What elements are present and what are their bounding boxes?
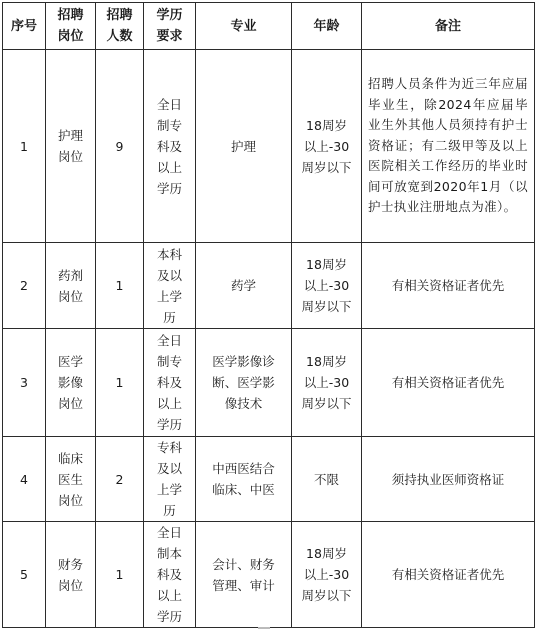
cell-no: 3 [3, 329, 46, 437]
cell-major: 护理 [196, 50, 292, 243]
header-note: 备注 [362, 3, 535, 50]
header-no: 序号 [3, 3, 46, 50]
cell-major: 药学 [196, 243, 292, 329]
cell-position: 医学 影像 岗位 [46, 329, 96, 437]
header-education: 学历 要求 [144, 3, 196, 50]
cell-position: 财务 岗位 [46, 522, 96, 628]
cell-position: 临床 医生 岗位 [46, 437, 96, 522]
cell-education: 全日 制专 科及 以上 学历 [144, 329, 196, 437]
cell-major: 中西医结合 临床、中医 [196, 437, 292, 522]
cell-count: 2 [96, 437, 144, 522]
cell-age: 不限 [292, 437, 362, 522]
cell-position: 药剂 岗位 [46, 243, 96, 329]
table-row [3, 243, 535, 329]
cell-count: 9 [96, 50, 144, 243]
cell-education: 全日 制专 科及 以上 学历 [144, 50, 196, 243]
header-age: 年龄 [292, 3, 362, 50]
cell-note: 有相关资格证者优先 [362, 329, 535, 437]
recruitment-table [2, 2, 535, 628]
cell-note: 招聘人员条件为近三年应届毕业生，除2024年应届毕业生外其他人员须持有护士资格证；有二级甲等及以上医院相关工作经历的毕业时间可放宽到2020年1月（以护士执业注册地点为准）。 [362, 50, 535, 243]
table-row [3, 437, 535, 522]
cell-no: 1 [3, 50, 46, 243]
header-count: 招聘 人数 [96, 3, 144, 50]
cell-age: 18周岁 以上-30 周岁以下 [292, 243, 362, 329]
cell-age: 18周岁 以上-30 周岁以下 [292, 522, 362, 628]
page-mark [258, 627, 270, 629]
table-row [3, 50, 535, 243]
cell-count: 1 [96, 243, 144, 329]
cell-major: 医学影像诊 断、医学影 像技术 [196, 329, 292, 437]
cell-no: 4 [3, 437, 46, 522]
cell-note: 有相关资格证者优先 [362, 522, 535, 628]
cell-education: 本科 及以 上学 历 [144, 243, 196, 329]
cell-note: 须持执业医师资格证 [362, 437, 535, 522]
table-row [3, 329, 535, 437]
cell-education: 全日 制本 科及 以上 学历 [144, 522, 196, 628]
header-position: 招聘 岗位 [46, 3, 96, 50]
cell-no: 5 [3, 522, 46, 628]
header-row [3, 3, 535, 50]
cell-count: 1 [96, 329, 144, 437]
cell-count: 1 [96, 522, 144, 628]
cell-note: 有相关资格证者优先 [362, 243, 535, 329]
cell-age: 18周岁 以上-30 周岁以下 [292, 329, 362, 437]
cell-major: 会计、财务 管理、审计 [196, 522, 292, 628]
cell-position: 护理 岗位 [46, 50, 96, 243]
cell-no: 2 [3, 243, 46, 329]
header-major: 专业 [196, 3, 292, 50]
table-row [3, 522, 535, 628]
cell-education: 专科 及以 上学 历 [144, 437, 196, 522]
cell-age: 18周岁 以上-30 周岁以下 [292, 50, 362, 243]
